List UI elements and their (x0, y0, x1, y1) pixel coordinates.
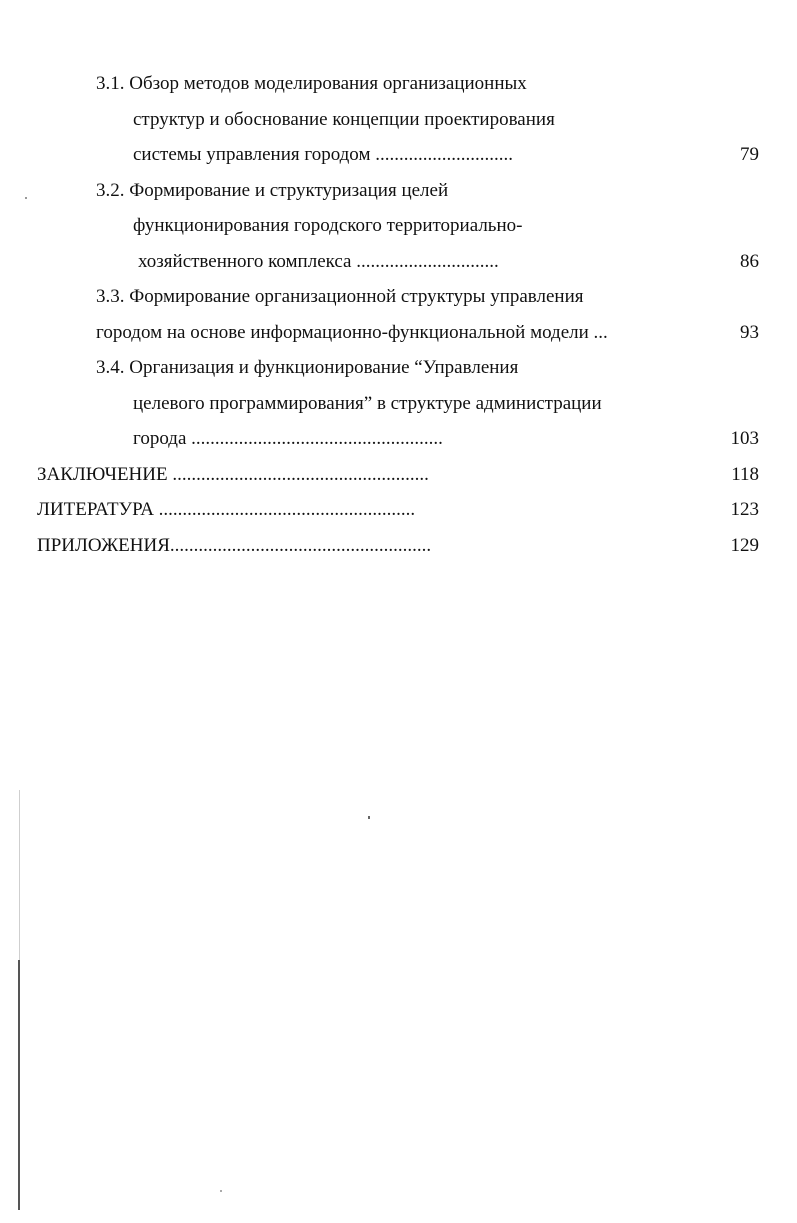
toc-entry-3-3-line-1: 3.3. Формирование организационной структуры управления (96, 286, 584, 307)
toc-entry-conclusion-page: 118 (731, 464, 759, 485)
toc-entry-3-1-line-1: 3.1. Обзор методов моделирования организационных (96, 73, 527, 94)
scan-edge-line (18, 960, 20, 1210)
toc-entry-3-3-page: 93 (740, 322, 759, 343)
toc-entry-3-1-page: 79 (740, 144, 759, 165)
toc-entry-literature-page: 123 (730, 499, 759, 520)
toc-entry-3-4-line-2: целевого программирования” в структуре администрации (133, 393, 602, 414)
toc-entry-3-4-page: 103 (730, 428, 759, 449)
toc-entry-appendices-page: 129 (730, 535, 759, 556)
toc-entry-3-4-line-1: 3.4. Организация и функционирование “Управления (96, 357, 519, 378)
scan-speck (220, 1190, 222, 1192)
toc-entry-3-1-line-2: структур и обоснование концепции проектирования (133, 109, 555, 130)
toc-entry-3-4-line-3: города ..................................................... (133, 428, 443, 449)
toc-entry-3-2-line-1: 3.2. Формирование и структуризация целей (96, 180, 449, 201)
toc-entry-literature: ЛИТЕРАТУРА ...................................................... (37, 499, 416, 520)
scan-speck (368, 816, 370, 819)
toc-entry-conclusion: ЗАКЛЮЧЕНИЕ ...................................................... (37, 464, 429, 485)
scan-edge-line-faint (19, 790, 20, 960)
toc-entry-3-2-line-3: хозяйственного комплекса .............................. (138, 251, 499, 272)
toc-entry-appendices: ПРИЛОЖЕНИЯ....................................................... (37, 535, 432, 556)
toc-entry-3-1-line-3: системы управления городом ............................. (133, 144, 513, 165)
toc-entry-3-2-page: 86 (740, 251, 759, 272)
toc-entry-3-2-line-2: функционирования городского территориально- (133, 215, 523, 236)
scan-speck (25, 197, 27, 199)
toc-entry-3-3-line-2: городом на основе информационно-функциональной модели ... (96, 322, 608, 343)
